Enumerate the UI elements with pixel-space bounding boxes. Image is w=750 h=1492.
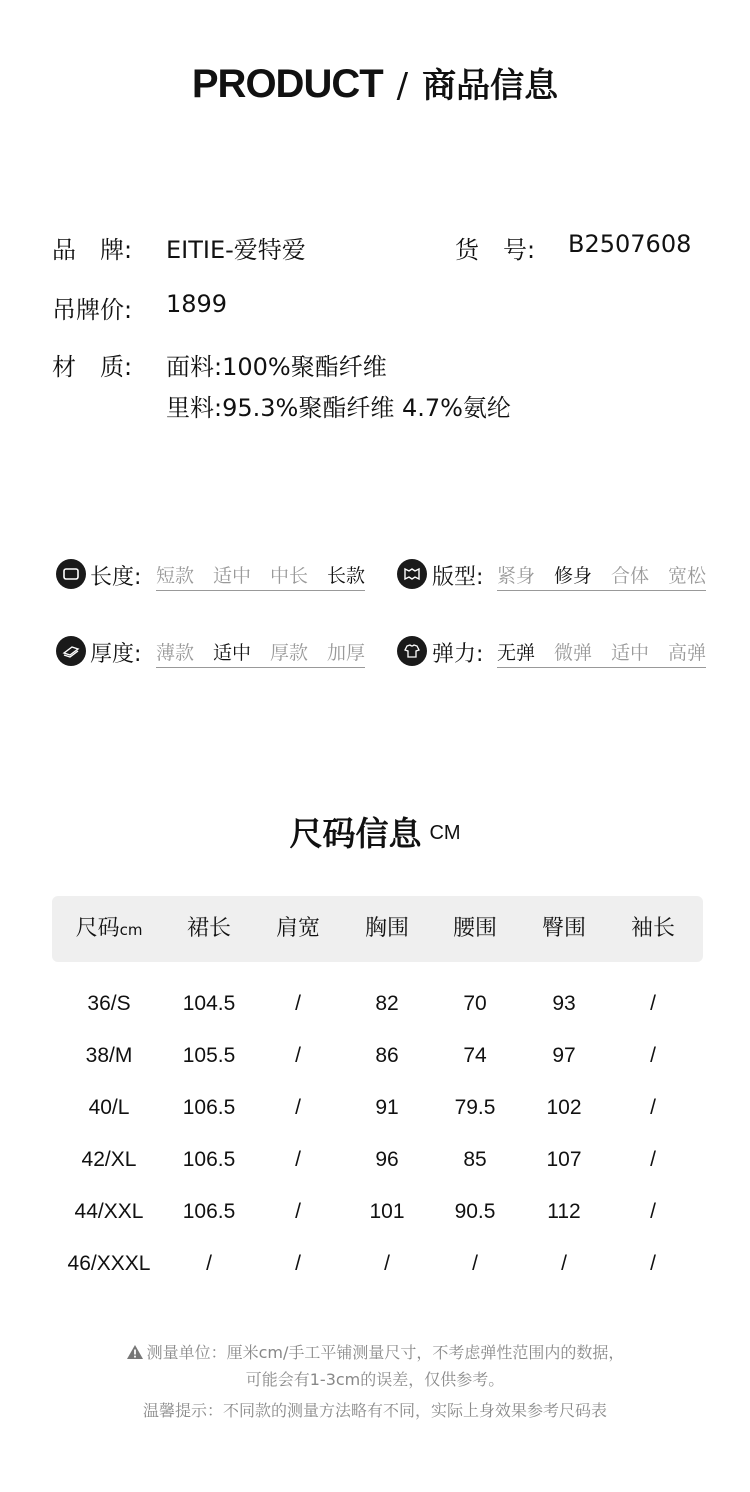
table-cell: 40/L bbox=[88, 1096, 130, 1119]
table-cell: 79.5 bbox=[454, 1096, 496, 1119]
header-text: 裙长 bbox=[186, 916, 231, 941]
table-cell: 86 bbox=[375, 1044, 399, 1067]
attribute-option: 适中 bbox=[611, 642, 650, 664]
header-text: 胸围 bbox=[364, 916, 409, 941]
attribute-option: 高弹 bbox=[668, 642, 707, 664]
brand-label: 品 牌: bbox=[52, 236, 133, 264]
table-cell: / bbox=[206, 1252, 212, 1275]
header-text: 袖长 bbox=[630, 916, 675, 941]
size-chart-unit: CM bbox=[429, 822, 461, 844]
header-text: 尺码 bbox=[75, 916, 120, 941]
table-cell: 102 bbox=[546, 1096, 582, 1119]
table-cell: 96 bbox=[375, 1148, 399, 1171]
header-text: 臀围 bbox=[541, 916, 586, 941]
attribute-option: 厚款 bbox=[270, 642, 309, 664]
table-header-cell bbox=[337, 896, 437, 962]
table-cell: / bbox=[295, 1252, 301, 1275]
table-cell: 101 bbox=[369, 1200, 405, 1223]
attribute-option-selected: 无弹 bbox=[497, 642, 536, 664]
attribute-option: 加厚 bbox=[327, 642, 366, 664]
material-line-2: 里料:95.3%聚酯纤维 4.7%氨纶 bbox=[166, 394, 511, 422]
table-cell: / bbox=[650, 1252, 656, 1275]
table-cell: / bbox=[472, 1252, 478, 1275]
warning-icon bbox=[126, 1344, 144, 1364]
table-header-cell bbox=[514, 896, 614, 962]
brand-value: EITIE-爱特爱 bbox=[166, 236, 306, 264]
attribute-label: 版型: bbox=[432, 565, 484, 590]
table-cell: / bbox=[295, 1200, 301, 1223]
table-cell: 106.5 bbox=[182, 1096, 236, 1119]
size-chart-title bbox=[0, 808, 750, 855]
table-cell: / bbox=[295, 1096, 301, 1119]
table-cell: 112 bbox=[547, 1200, 581, 1223]
table-cell: 91 bbox=[375, 1096, 399, 1119]
table-cell: / bbox=[295, 1044, 301, 1067]
title-en: PRODUCT bbox=[191, 62, 383, 106]
fit-icon bbox=[397, 559, 427, 589]
table-cell: / bbox=[561, 1252, 567, 1275]
table-header-cell bbox=[248, 896, 348, 962]
table-cell: 44/XXL bbox=[74, 1200, 144, 1223]
table-cell: 38/M bbox=[85, 1044, 133, 1067]
attribute-option: 中长 bbox=[270, 565, 309, 587]
table-cell: 74 bbox=[463, 1044, 487, 1067]
attribute-option-selected: 适中 bbox=[213, 642, 252, 664]
header-text: 腰围 bbox=[452, 916, 497, 941]
attribute-options bbox=[156, 561, 365, 591]
table-cell: 106.5 bbox=[182, 1148, 236, 1171]
attribute-option: 微弹 bbox=[554, 642, 593, 664]
attribute-options bbox=[497, 638, 706, 668]
note-line-2: 可能会有1-3cm的误差，仅供参考。 bbox=[245, 1370, 505, 1389]
header-text: 肩宽 bbox=[275, 916, 320, 941]
attribute-option: 薄款 bbox=[156, 642, 195, 664]
attribute-option: 合体 bbox=[611, 565, 650, 587]
attribute-option: 适中 bbox=[213, 565, 252, 587]
table-cell: 106.5 bbox=[182, 1200, 236, 1223]
table-cell: 42/XL bbox=[81, 1148, 137, 1171]
attribute-option: 宽松 bbox=[668, 565, 707, 587]
stretch-icon bbox=[397, 636, 427, 666]
table-cell: 105.5 bbox=[182, 1044, 236, 1067]
table-cell: / bbox=[650, 1044, 656, 1067]
table-cell: 90.5 bbox=[454, 1200, 496, 1223]
attribute-option: 短款 bbox=[156, 565, 195, 587]
attribute-options bbox=[156, 638, 365, 668]
table-cell: / bbox=[650, 1200, 656, 1223]
table-cell: / bbox=[650, 1148, 656, 1171]
note-line-3: 温馨提示：不同款的测量方法略有不同，实际上身效果参考尺码表 bbox=[142, 1401, 607, 1420]
table-header-cell bbox=[425, 896, 525, 962]
table-cell: 36/S bbox=[87, 992, 131, 1015]
attribute-option-selected: 长款 bbox=[327, 565, 366, 587]
table-header-cell bbox=[59, 896, 159, 962]
measurement-note bbox=[0, 1340, 750, 1364]
table-cell: 70 bbox=[463, 992, 487, 1015]
material-line-1: 面料:100%聚酯纤维 bbox=[166, 353, 387, 381]
length-icon bbox=[56, 559, 86, 589]
header-unit: cm bbox=[119, 921, 143, 939]
attribute-label: 弹力: bbox=[432, 642, 484, 667]
table-cell: / bbox=[295, 992, 301, 1015]
table-cell: 97 bbox=[552, 1044, 576, 1067]
table-cell: 107 bbox=[546, 1148, 582, 1171]
thickness-icon bbox=[56, 636, 86, 666]
attribute-option-selected: 修身 bbox=[554, 565, 593, 587]
size-table-header bbox=[52, 896, 703, 962]
table-header-cell bbox=[603, 896, 703, 962]
size-chart-heading: 尺码信息 bbox=[289, 814, 422, 853]
title-cn: 商品信息 bbox=[422, 66, 559, 106]
table-header-cell bbox=[159, 896, 259, 962]
table-cell: 85 bbox=[463, 1148, 487, 1171]
attribute-option: 紧身 bbox=[497, 565, 536, 587]
sku-label: 货 号: bbox=[455, 236, 536, 264]
table-cell: 104.5 bbox=[182, 992, 236, 1015]
attribute-label: 长度: bbox=[90, 565, 142, 590]
note-line-1: 测量单位：厘米cm/手工平铺测量尺寸，不考虑弹性范围内的数据， bbox=[146, 1343, 625, 1362]
table-cell: 93 bbox=[552, 992, 576, 1015]
table-cell: 82 bbox=[375, 992, 399, 1015]
table-cell: / bbox=[650, 992, 656, 1015]
attribute-options bbox=[497, 561, 706, 591]
title-separator: / bbox=[396, 66, 409, 106]
price-label: 吊牌价: bbox=[52, 296, 133, 324]
table-cell: 46/XXXL bbox=[67, 1252, 151, 1275]
attribute-label: 厚度: bbox=[90, 642, 142, 667]
table-cell: / bbox=[295, 1148, 301, 1171]
sku-value: B2507608 bbox=[568, 230, 692, 258]
material-label: 材 质: bbox=[52, 353, 133, 381]
table-cell: / bbox=[384, 1252, 390, 1275]
page-title bbox=[0, 58, 750, 107]
table-cell: / bbox=[650, 1096, 656, 1119]
price-value: 1899 bbox=[166, 290, 228, 318]
